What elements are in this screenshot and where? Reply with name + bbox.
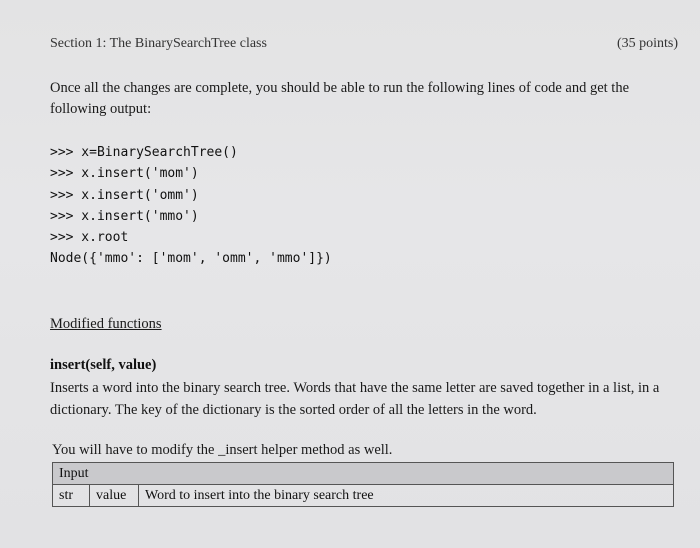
code-block — [50, 142, 332, 270]
intro-paragraph: Once all the changes are complete, you should be able to run the following lines of code and get the following output: — [50, 80, 630, 117]
code-line: Node({'mmo': ['mom', 'omm', 'mmo']}) — [50, 251, 332, 267]
code-line: >>> x.insert('mom') — [50, 166, 199, 182]
input-table-header-row — [53, 463, 674, 485]
param-name-cell: value — [90, 485, 139, 507]
helper-note: You will have to modify the _insert helper method as well. — [52, 442, 393, 458]
method-signature: insert(self, value) — [50, 357, 157, 373]
code-line: >>> x.insert('mmo') — [50, 208, 199, 224]
input-table — [52, 462, 674, 507]
input-table-header: Input — [53, 463, 674, 485]
modified-functions-heading: Modified functions — [50, 316, 162, 332]
code-line: >>> x=BinarySearchTree() — [50, 145, 238, 160]
param-type-cell: str — [53, 485, 90, 507]
code-line: >>> x.insert('omm') — [50, 187, 199, 203]
method-description: Inserts a word into the binary search tree. Words that have the same letter are saved together in a list, in a dictionary. The key of the dictionary is the sorted order of all the letters in the word. — [50, 380, 660, 418]
section-title: Section 1: The BinarySearchTree class — [50, 36, 267, 51]
table-row — [53, 485, 674, 507]
param-description-cell: Word to insert into the binary search tree — [139, 485, 674, 507]
code-line: >>> x.root — [50, 230, 129, 246]
section-points: (35 points) — [616, 36, 678, 51]
